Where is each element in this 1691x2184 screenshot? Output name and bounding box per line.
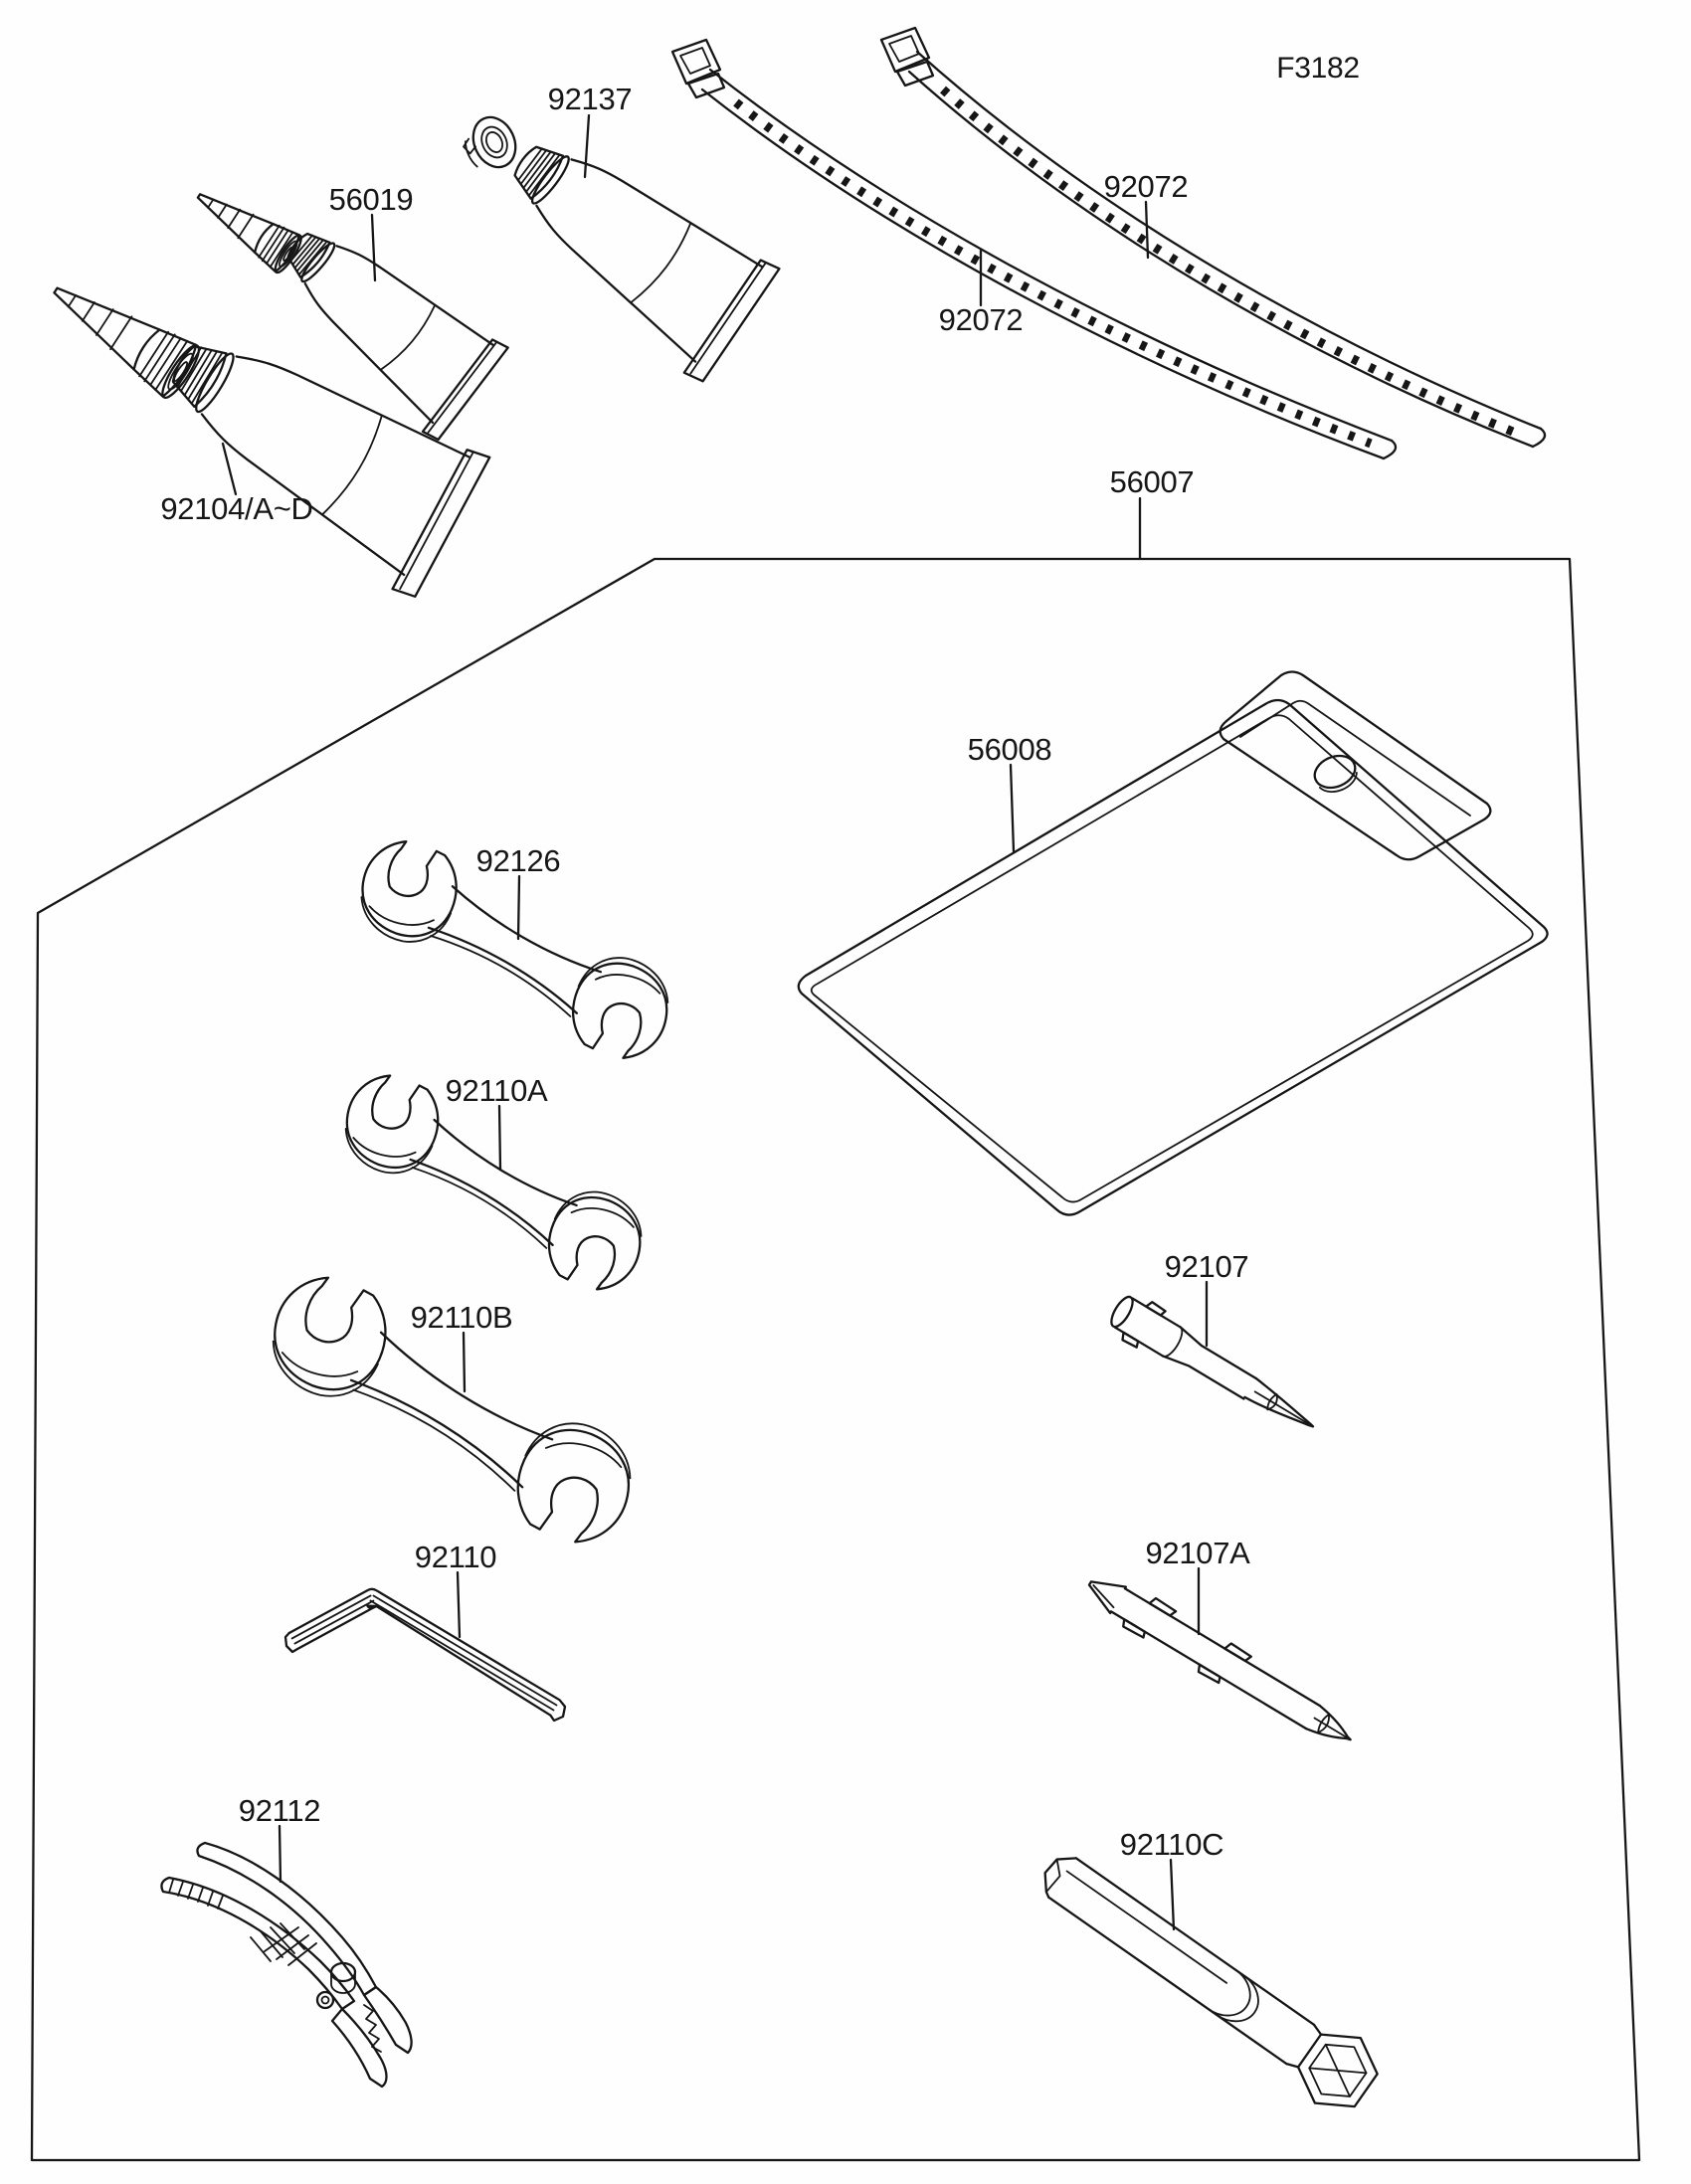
part-label-92112: 92112: [238, 1793, 321, 1828]
part-label-56019: 56019: [328, 182, 414, 217]
part-label-92110C: 92110C: [1119, 1827, 1224, 1862]
art-bit-driver: [1104, 1288, 1326, 1447]
art-hex-key: [285, 1589, 565, 1721]
part-label-56007: 56007: [1109, 464, 1195, 499]
art-tool-bag: [799, 672, 1548, 1215]
art-cable-tie-1: [672, 40, 1396, 458]
leader-lines: [223, 115, 1207, 1929]
part-label-92110B: 92110B: [410, 1300, 513, 1335]
part-label-92107A: 92107A: [1145, 1536, 1250, 1570]
art-pliers: [161, 1843, 411, 2087]
part-label-56008: 56008: [967, 732, 1052, 767]
part-label-92126: 92126: [475, 843, 561, 878]
figure-code: F3182: [1276, 52, 1360, 85]
part-label-92104: 92104/A~D: [160, 491, 313, 526]
part-label-92072-a: 92072: [938, 302, 1024, 337]
part-label-92110A: 92110A: [445, 1073, 548, 1108]
art-cable-tie-2: [881, 28, 1545, 447]
art-screwdriver: [1080, 1565, 1362, 1757]
part-label-92110: 92110: [414, 1540, 497, 1574]
part-label-92072-b: 92072: [1103, 169, 1189, 204]
art-tube-92137: [457, 105, 785, 385]
art-plug-wrench: [1026, 1835, 1389, 2122]
part-label-92137: 92137: [547, 82, 633, 116]
part-label-92107: 92107: [1164, 1249, 1249, 1284]
